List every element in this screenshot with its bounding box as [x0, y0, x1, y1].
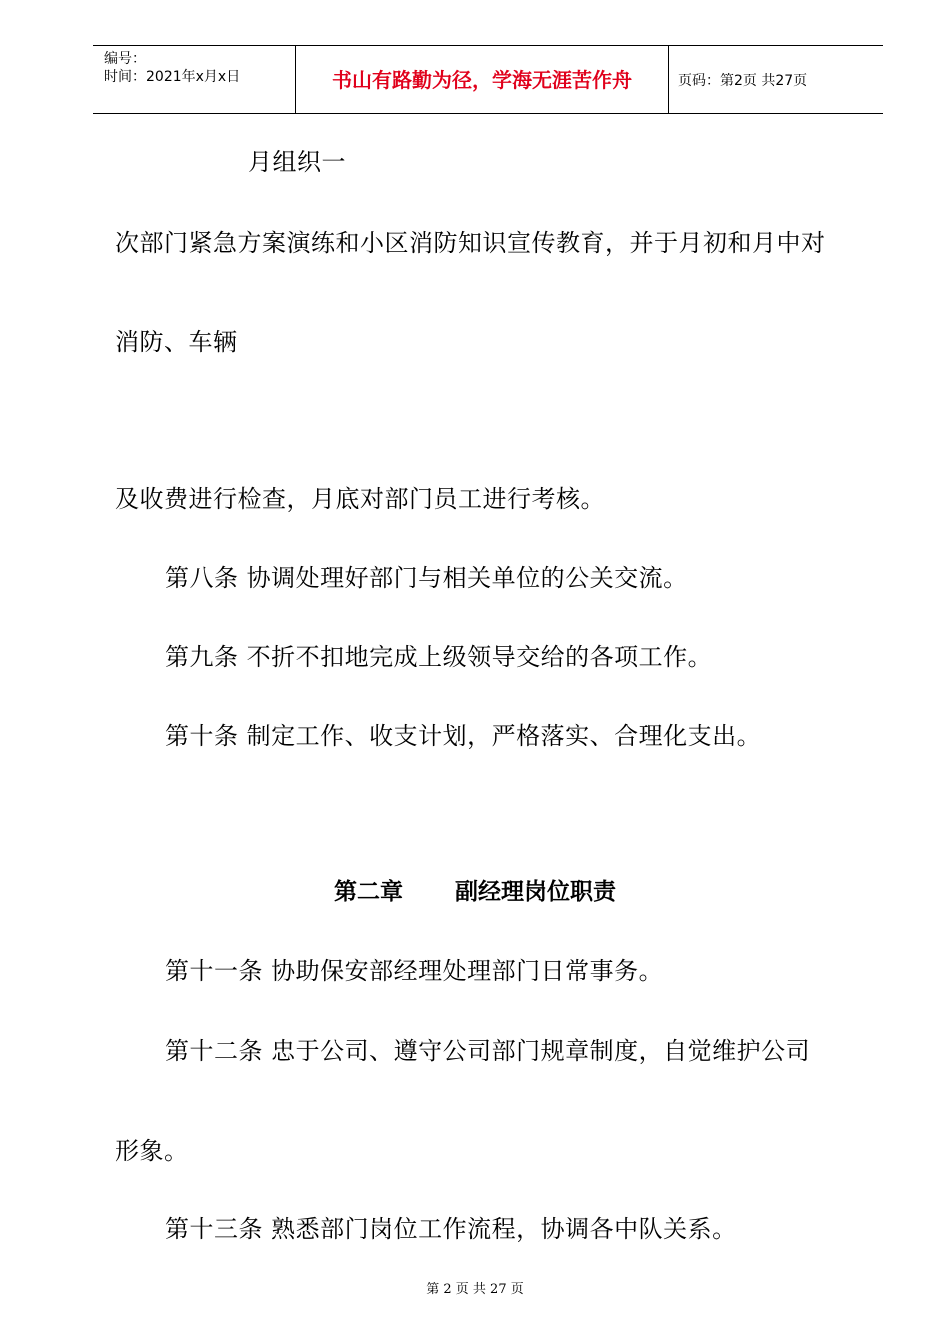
- body-line-3: 消防、车辆: [115, 328, 238, 356]
- chapter-title: 副经理岗位职责: [455, 879, 616, 905]
- header-time-label: 时间：2021年x月x日: [104, 69, 241, 85]
- article-13: 第十三条 熟悉部门岗位工作流程，协调各中队关系。: [165, 1215, 737, 1243]
- header-motto: 书山有路勤为径，学海无涯苦作舟: [332, 68, 632, 92]
- body-line-2: 次部门紧急方案演练和小区消防知识宣传教育，并于月初和月中对: [115, 229, 826, 257]
- chapter-heading: [0, 876, 950, 908]
- header-divider-right: [668, 45, 669, 113]
- header-bottom-rule: [93, 113, 883, 114]
- article-10: 第十条 制定工作、收支计划，严格落实、合理化支出。: [165, 722, 762, 750]
- article-8: 第八条 协调处理好部门与相关单位的公关交流。: [165, 564, 688, 592]
- header-top-rule: [93, 45, 883, 46]
- article-9: 第九条 不折不扣地完成上级领导交给的各项工作。: [165, 643, 713, 671]
- body-line-1: 月组织一: [248, 148, 346, 176]
- header-page-label: 页码：第2页 共27页: [678, 73, 808, 89]
- article-12-continuation: 形象。: [115, 1137, 189, 1165]
- article-11: 第十一条 协助保安部经理处理部门日常事务。: [165, 957, 664, 985]
- header-code-label: 编号：: [104, 51, 146, 67]
- body-line-4: 及收费进行检查，月底对部门员工进行考核。: [115, 485, 605, 513]
- article-12: 第十二条 忠于公司、遵守公司部门规章制度，自觉维护公司: [165, 1037, 811, 1065]
- page-footer: 第 2 页 共 27 页: [426, 1282, 524, 1297]
- chapter-number: 第二章: [334, 879, 403, 905]
